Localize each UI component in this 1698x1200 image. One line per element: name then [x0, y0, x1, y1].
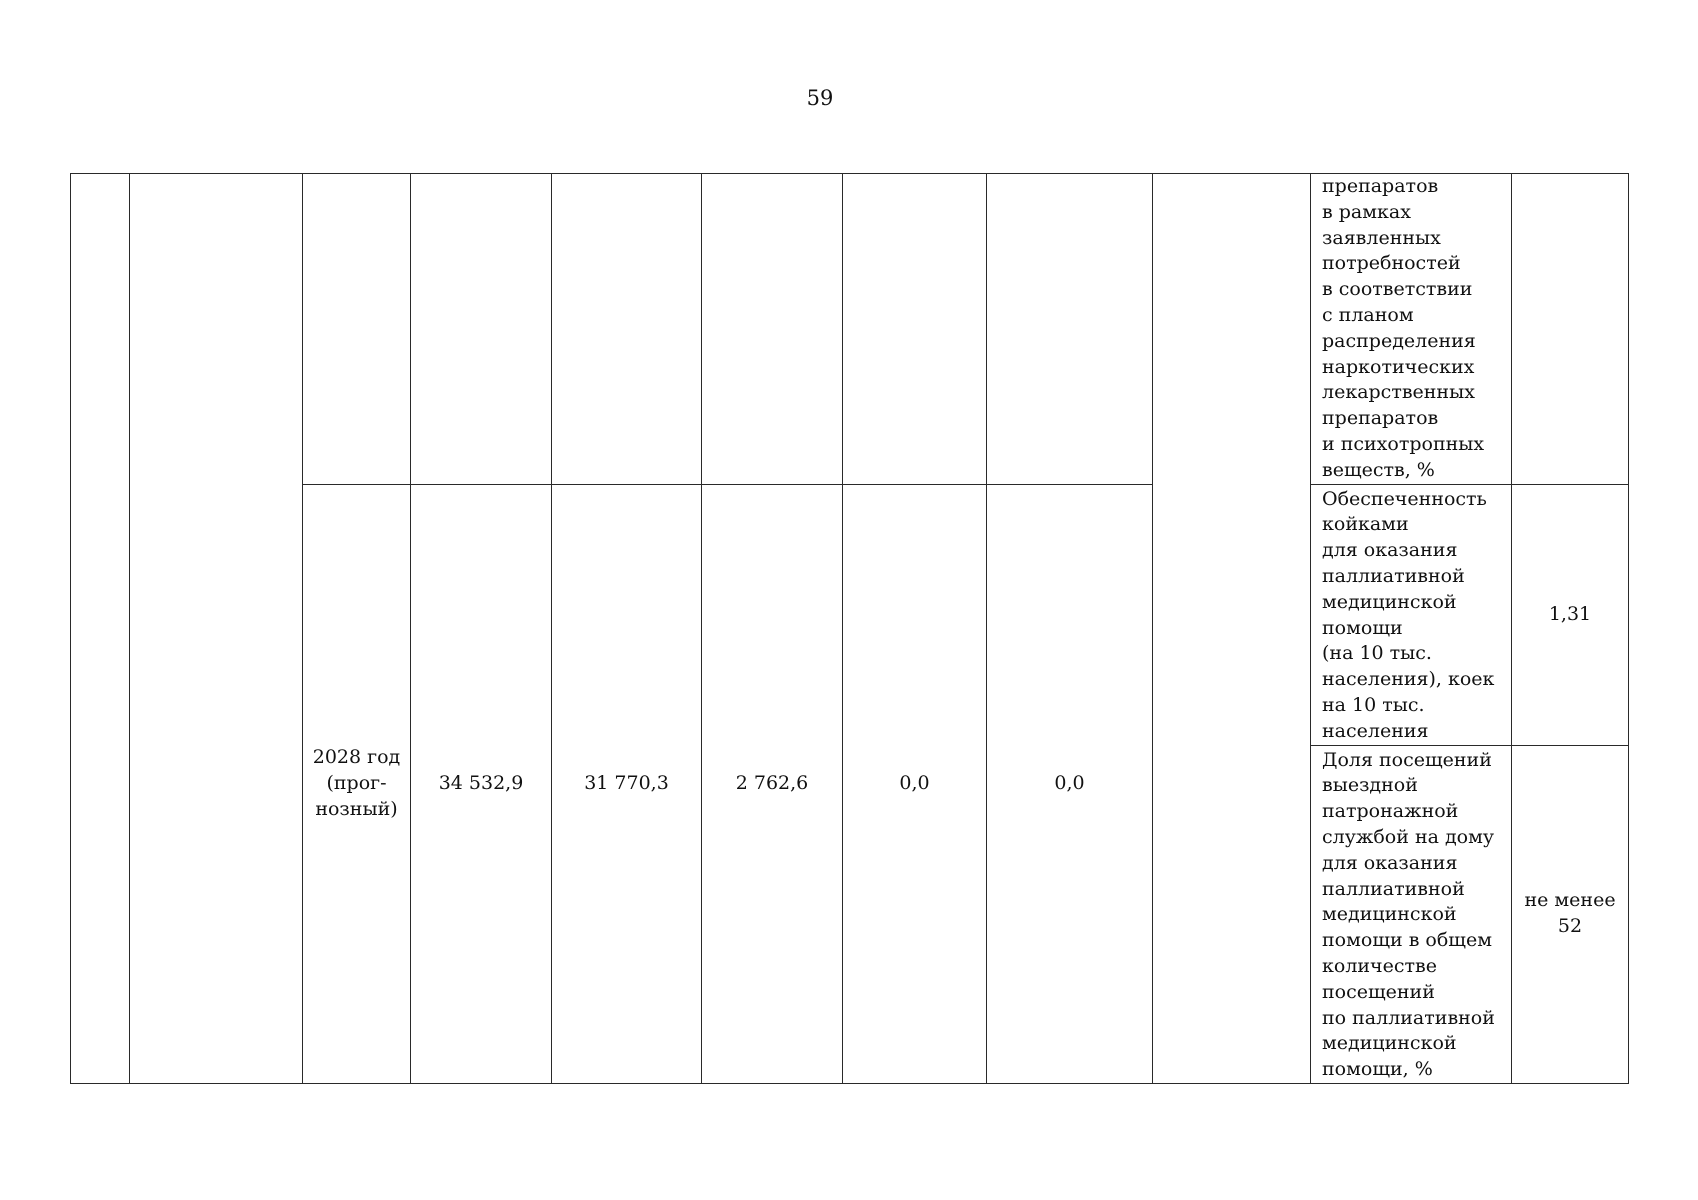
federal-budget-cell: 31 770,3 [552, 484, 702, 1083]
indicator-value-cell [1512, 174, 1629, 485]
total-cell [411, 174, 552, 485]
measure-name-cell [130, 174, 303, 1084]
year-cell [303, 174, 411, 485]
indicator-text: Обеспеченность койками для оказания паллиативной медицинской помощи (на 10 тыс. населения), коек на 10 тыс. населения [1322, 487, 1495, 742]
indicator-value-text: не менее 52 [1524, 889, 1616, 938]
indicator-value-cell [1512, 745, 1629, 1083]
indicator-cell [1311, 174, 1512, 485]
regional-budget-cell: 2 762,6 [702, 484, 843, 1083]
year-cell [303, 484, 411, 1083]
indicator-text: Доля посещений выездной патронажной службой на дому для оказания паллиативной медицинской помощи в общем количестве посещений по паллиативной медицинской помощи, % [1322, 748, 1495, 1081]
indicator-cell [1311, 745, 1512, 1083]
indicator-text: препаратов в рамках заявленных потребностей в соответствии с планом распределения наркотических лекарственных препаратов и психотропных веществ, % [1322, 175, 1485, 481]
number-cell [71, 174, 130, 1084]
year-text: 2028 год (прог- нозный) [312, 746, 401, 820]
total-cell: 34 532,9 [411, 484, 552, 1083]
indicator-cell [1311, 484, 1512, 745]
table-row [71, 174, 1629, 485]
indicator-value-cell: 1,31 [1512, 484, 1629, 745]
table-row [71, 484, 1629, 745]
local-budget-cell: 0,0 [843, 484, 987, 1083]
executor-cell [1153, 174, 1311, 1084]
page-number: 59 [806, 86, 834, 110]
program-funding-table [70, 173, 1629, 1084]
other-sources-cell [987, 174, 1153, 485]
other-sources-cell: 0,0 [987, 484, 1153, 1083]
federal-budget-cell [552, 174, 702, 485]
local-budget-cell [843, 174, 987, 485]
regional-budget-cell [702, 174, 843, 485]
